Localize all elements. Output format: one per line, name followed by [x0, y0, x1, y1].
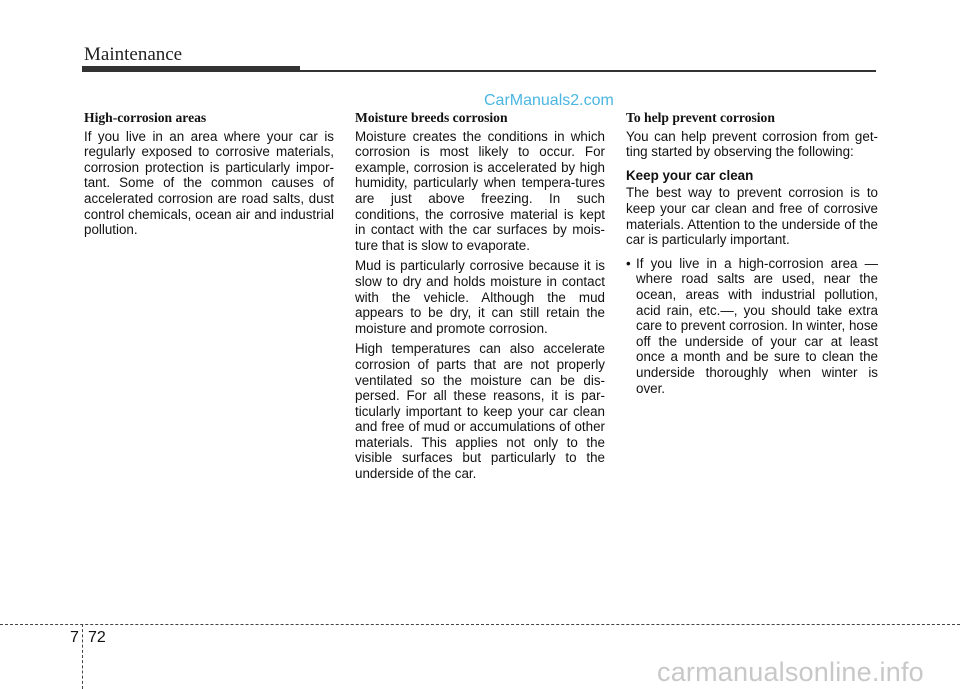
footer-divider — [0, 624, 960, 625]
bullet-icon: • — [626, 255, 631, 271]
list-item — [626, 256, 878, 396]
bullet-text: If you live in a high-corrosion area — where road salts are used, near the ocean, areas with industrial pollution, acid rain, etc.—, you should take extra care to prevent corrosion. In winter, hose off the underside of your car at least once a month and be sure to clean the underside thoroughly when winter is over. — [636, 255, 878, 396]
footer-vertical-divider — [82, 624, 83, 689]
column-high-corrosion — [84, 110, 334, 243]
paragraph: If you live in an area where your car is regularly exposed to corrosive materials, corrosion protection is particularly impor-tant. Some of the common causes of accelerated corrosion are road salts, dust control chemicals, ocean air and industrial pollution. — [84, 128, 334, 238]
subheading-keep-car-clean: Keep your car clean — [626, 167, 754, 183]
paragraph: Moisture creates the conditions in which corrosion is most likely to occur. For example, corrosion is accelerated by high humidity, particularly when tempera-tures are just above freezing. In such conditions, the corrosive material is kept in contact with the car surfaces by mois-ture that is slow to evaporate. — [355, 128, 605, 253]
column-prevent-corrosion — [626, 110, 878, 396]
header-rule-thick — [82, 66, 300, 72]
chapter-number: 7 — [70, 629, 79, 646]
paragraph: Mud is particularly corrosive because it is slow to dry and holds moisture in contact with the vehicle. Although the mud appears to be dry, it can still retain the moisture and promote corrosion. — [355, 258, 605, 336]
section-title: Maintenance — [84, 44, 183, 65]
paragraph: High temperatures can also accelerate corrosion of parts that are not properly ventilated so the moisture can be dis-persed. For all these reasons, it is par-ticularly important to keep your car clean and free of mud or accumulations of other materials. This applies not only to the visible surfaces but particularly to the underside of the car. — [355, 341, 605, 482]
watermark-top[interactable]: CarManuals2.com — [484, 92, 614, 109]
heading-moisture-breeds-corrosion: Moisture breeds corrosion — [355, 110, 508, 125]
column-moisture — [355, 110, 605, 487]
paragraph: You can help prevent corrosion from get-ting started by observing the following: — [626, 128, 878, 160]
watermark-bottom[interactable]: carmanualsonline.info — [657, 657, 924, 687]
heading-to-help-prevent-corrosion: To help prevent corrosion — [626, 110, 775, 125]
header-rule-thin — [300, 70, 876, 72]
heading-high-corrosion-areas: High-corrosion areas — [84, 110, 207, 125]
paragraph: The best way to prevent corrosion is to keep your car clean and free of corrosive materials. Attention to the underside of the car is particularly important. — [626, 185, 878, 248]
page-number: 72 — [88, 629, 106, 646]
